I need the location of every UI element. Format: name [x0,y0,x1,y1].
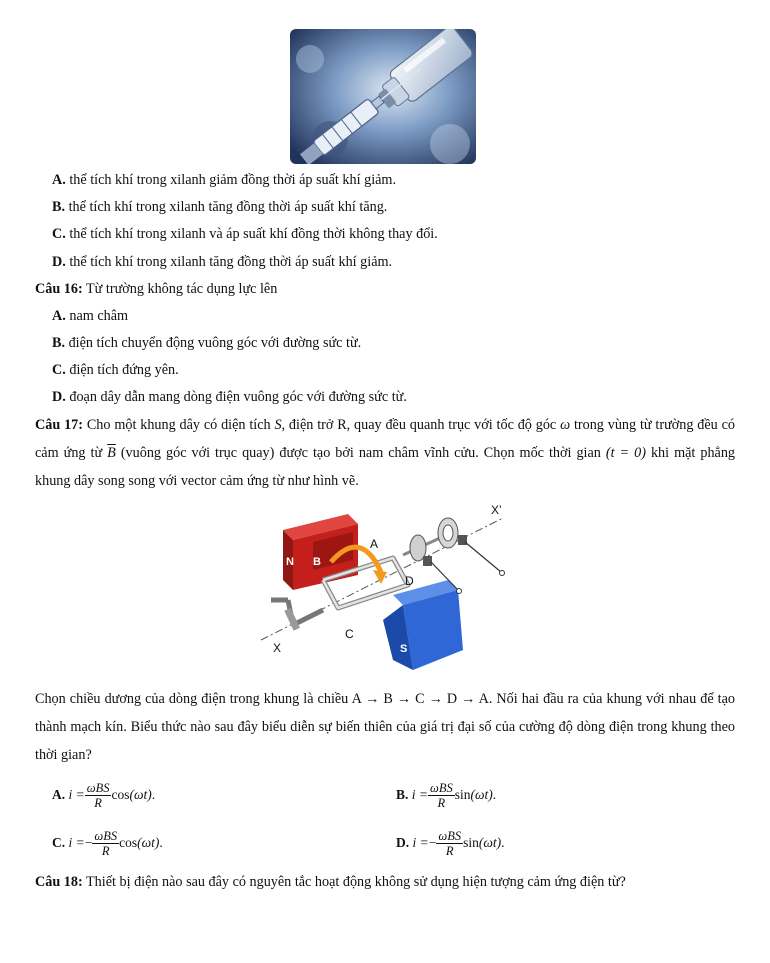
label-s: S [400,643,408,655]
fraction-denominator: R [94,796,102,811]
q17-option-d[interactable] [396,823,505,863]
option-text: nam châm [69,308,129,324]
formula-end: . [492,787,497,802]
direction-sequence: A → B → C → D → A [351,691,489,707]
symbol-s: S [274,417,282,433]
q16-option-c[interactable] [52,361,179,379]
label-d: D [405,574,414,588]
question-text: Thiết bị điện nào sau đây có nguyên tắc hoạt động không sử dụng hiện tượng cảm ứng điện từ? [86,874,626,890]
question-label: Câu 16: [35,281,83,297]
formula-function: sin [463,835,479,850]
stem-text: , điện trở R, quay đều quanh trục với tốc độ góc [281,417,557,433]
formula-lhs: i = [412,835,429,850]
formula-argument: (ωt) [137,835,160,850]
formula-lhs: i = [68,787,85,802]
label-x: X [273,641,282,655]
q16-option-d[interactable] [52,388,407,406]
formula-end: . [501,835,505,850]
question-label: Câu 18: [35,874,83,890]
q17-option-c[interactable] [52,823,163,863]
option-letter: A. [52,172,66,188]
option-text: thể tích khí trong xilanh tăng đồng thời áp suất khí tăng. [68,199,388,215]
fraction-denominator: R [101,844,110,859]
question-text: Từ trường không tác dụng lực lên [86,281,278,297]
fraction-numerator: ωBS [430,781,453,796]
fraction-numerator: ωBS [94,829,118,844]
formula-function: cos [119,835,138,850]
option-letter: B. [52,199,66,215]
option-letter: B. [396,787,409,802]
option-letter: C. [52,362,66,378]
option-letter: D. [396,835,410,850]
formula-sign: − [428,835,437,850]
formula-argument: (ωt) [470,787,493,802]
option-text: đoạn dây dẫn mang dòng điện vuông góc với đường sức từ. [69,389,407,405]
symbol-omega: ω [560,417,571,433]
syringe-vial-photo [290,29,476,164]
formula-fraction [436,829,463,858]
formula-fraction [85,781,112,810]
formula-end: . [159,835,163,850]
label-x-prime: X’ [491,503,502,517]
fraction-denominator: R [437,796,446,811]
option-text: điện tích đứng yên. [69,362,179,378]
formula-fraction [92,829,119,858]
q16-option-a[interactable] [52,307,128,325]
q15-option-a[interactable] [52,171,396,189]
paragraph-text: Chọn chiều dương của dòng điện trong khung là chiều [35,691,349,707]
q15-option-b[interactable] [52,198,387,216]
symbol-t0: (t = 0) [605,445,646,461]
formula-fraction [428,781,455,810]
formula-argument: (ωt) [129,787,152,802]
option-text: thể tích khí trong xilanh tăng đồng thời áp suất khí giảm. [69,254,393,270]
formula-lhs: i = [68,835,85,850]
label-n: N [286,556,294,568]
label-b: B [313,556,321,568]
generator-diagram [253,500,513,685]
fraction-numerator: ωBS [438,829,462,844]
formula-lhs: i = [411,787,429,802]
formula-function: cos [111,787,130,802]
stem-text: (vuông góc với trục quay) được tạo bởi nam châm vĩnh cửu. Chọn mốc thời gian [120,445,601,461]
formula-sign: − [84,835,93,850]
q17-option-b[interactable] [396,775,496,815]
q15-option-d[interactable] [52,253,392,271]
option-text: thể tích khí trong xilanh giảm đồng thời áp suất khí giảm. [69,172,397,188]
formula-argument: (ωt) [478,835,502,850]
paragraph-text: . Nối hai đầu ra của khung với nhau để tạo thành mạch kín. Biểu thức nào sau đây biểu diễn sự biến thiên của giá trị đại số của cường độ dòng điện trong khung theo thời gian? [35,691,736,763]
label-c: C [345,627,354,641]
option-letter: D. [52,254,66,270]
option-letter: A. [52,308,66,324]
option-letter: B. [52,335,66,351]
stem-text: khi mặt phẳng khung dây song song với vector cảm ứng từ như hình vẽ. [35,445,736,489]
q15-option-c[interactable] [52,225,438,243]
option-letter: A. [52,787,66,802]
question-label: Câu 17: [35,417,83,433]
q18-stem [35,868,735,896]
vector-b-symbol: $\overline{B}$ [107,445,116,461]
option-text: thể tích khí trong xilanh và áp suất khí đồng thời không thay đổi. [69,226,438,242]
stem-text: Cho một khung dây có diện tích [86,417,271,433]
option-letter: C. [52,835,66,850]
q16-stem [35,280,277,298]
label-a: A [370,537,379,551]
q17-option-a[interactable] [52,775,155,815]
q17-direction-paragraph [35,685,735,769]
stem-text: trong vùng từ trường đều có cảm ứng từ [35,417,736,461]
fraction-denominator: R [445,844,454,859]
formula-end: . [151,787,156,802]
formula-function: sin [454,787,471,802]
option-text: điện tích chuyển động vuông góc với đường sức từ. [68,335,362,351]
option-letter: D. [52,389,66,405]
option-letter: C. [52,226,66,242]
q17-stem [35,411,735,495]
fraction-numerator: ωBS [86,781,110,796]
q16-option-b[interactable] [52,334,361,352]
